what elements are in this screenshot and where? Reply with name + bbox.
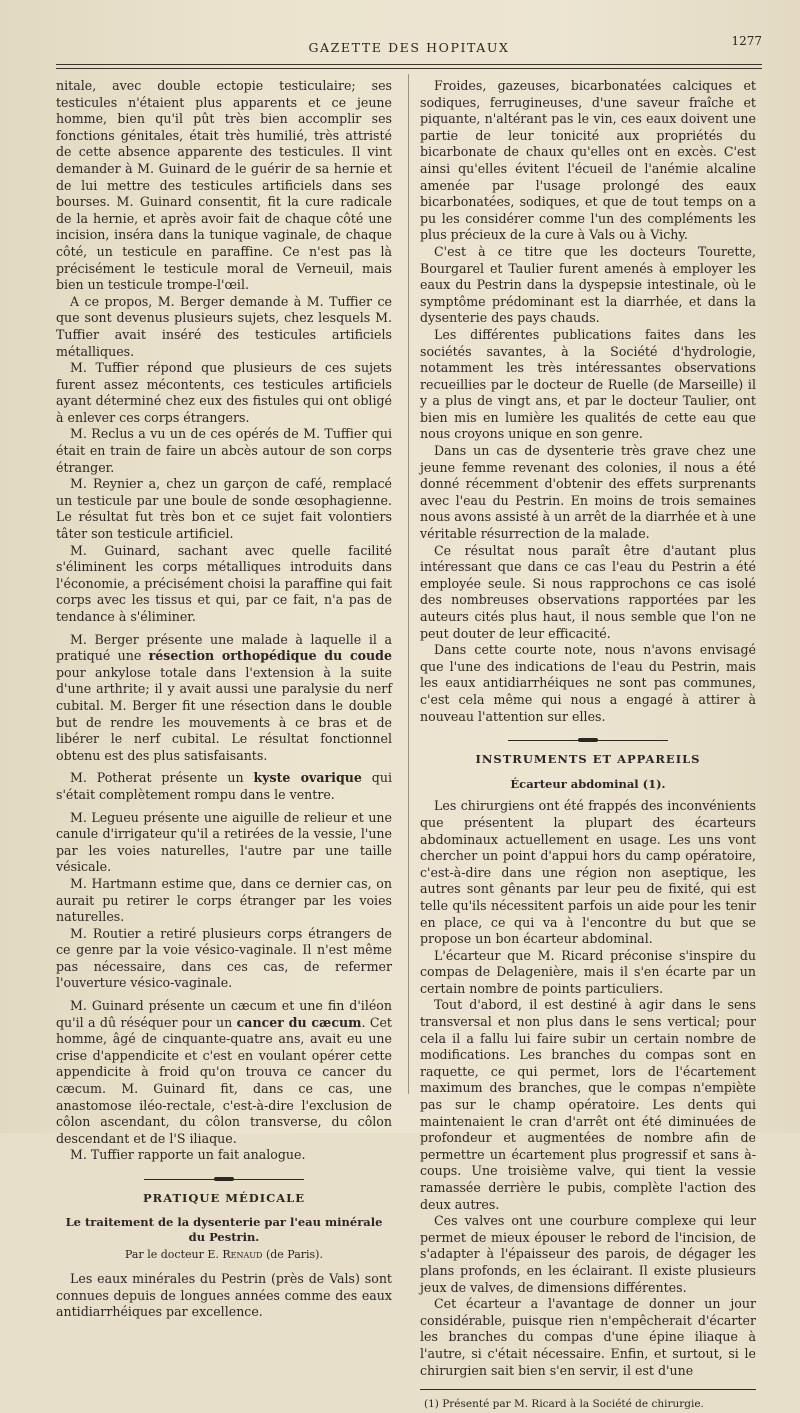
paragraph: Ces valves ont une courbure complexe qui leur permet de mieux épouser le rebord de l'incision, de s'adapter à l'épaisseur des parois, de dégager les plans profonds, en les éclairant. Il existe plusieurs jeux de valves, de dimensions différentes. (420, 1213, 756, 1295)
column-divider (408, 74, 409, 1094)
bold-phrase: cancer du cæcum (236, 1014, 362, 1030)
paragraph: Les différentes publications faites dans les sociétés savantes, à la Société d'hydrologie, notamment les très intéressantes observations recueillies par le docteur de Ruelle (de Marseille) il y a plus de vingt ans, et par le docteur Taulier, ont bien mis en lumière les qualités de cette eau que nous croyons unique en son genre. (420, 326, 756, 442)
footnote-rule (420, 1389, 756, 1390)
paragraph: Dans un cas de dysenterie très grave chez une jeune femme revenant des colonies, il nous a été donné récemment d'obtenir des effets surprenants avec l'eau du Pestrin. En moins de trois semaines nous avons assisté à un arrêt de la diarrhée et à une véritable résurrection de la malade. (420, 443, 756, 542)
journal-title: GAZETTE DES HOPITAUX (308, 40, 510, 55)
paragraph: Tout d'abord, il est destiné à agir dans le sens transversal et non plus dans le sens vertical; pour cela il a fallu lui faire subir un certain nombre de modifications. Les branches du compas sont en raquette, ce qui permet, lors de l'écartement maximum des branches, que le compas n'empiète pas sur le champ opératoire. Les dents qui maintenaient le cran d'arrêt ont été diminuées de profondeur et augmentées de nombre afin de permettre un écartement plus progressif et sans à-coups. Une troisième valve, qui tient la vessie ramassée derrière le pubis, complète l'action des deux autres. (420, 997, 756, 1212)
running-header (56, 34, 762, 62)
paragraph: M. Routier a retiré plusieurs corps étrangers de ce genre par la voie vésico-vaginale. Il n'est même pas nécessaire, dans ces cas, de refermer l'ouverture vésico-vaginale. (56, 925, 392, 991)
left-column (56, 78, 392, 1321)
paragraph: M. Hartmann estime que, dans ce dernier cas, on aurait pu retirer le corps étranger par les voies naturelles. (56, 875, 392, 925)
paragraph: M. Tuffier répond que plusieurs de ces sujets furent assez mécontents, ces testicules artificiels ayant déterminé chez eux des fistules qui ont obligé à enlever ces corps étrangers. (56, 360, 392, 425)
section-separator (508, 735, 668, 745)
paragraph: Dans cette courte note, nous n'avons envisagé que l'une des indications de l'eau du Pestrin, mais les eaux antidiarrhéiques ne sont pas communes, c'est cela même qui nous a engagé à attirer à nouveau l'attention sur elles. (420, 642, 756, 724)
bold-phrase: résection orthopédique du coude (148, 648, 392, 664)
article-title: Le traitement de la dysenterie par l'eau minérale du Pestrin. (65, 1214, 383, 1244)
paragraph: M. Berger présente une malade à laquelle il a pratiqué une résection orthopédique du coude pour ankylose totale dans l'extension à la suite d'une arthrite; il y avait aussi une paralysie du nerf cubital. M. Berger fit une résection dans le double but de rendre les mouvements à ce bras et de libérer le nerf cubital. Le résultat fonctionnel obtenu est des plus satisfaisants. (56, 631, 392, 763)
paragraph: Ce résultat nous paraît être d'autant plus intéressant que dans ce cas l'eau du Pestrin a été employée seule. Si nous rapprochons ce cas isolé des nombreuses observations rapportées par les auteurs cités plus haut, il nous semble que l'on ne peut douter de leur efficacité. (420, 542, 756, 641)
paragraph: Les eaux minérales du Pestrin (près de Vals) sont connues depuis de longues années comme des eaux antidiarrhéiques par excellence. (56, 1271, 392, 1320)
paragraph: Cet écarteur a l'avantage de donner un jour considérable, puisque rien n'empêcherait d'écarter les branches du compas d'une épine iliaque à l'autre, si c'était nécessaire. Enfin, et surtout, si le chirurgien sait bien s'en servir, il est d'une (420, 1296, 756, 1378)
paragraph: M. Reynier a, chez un garçon de café, remplacé un testicule par une boule de sonde œsophagienne. Le résultat fut très bon et ce sujet fait volontiers tâter son testicule artificiel. (56, 476, 392, 542)
paragraph: nitale, avec double ectopie testiculaire; ses testicules n'étaient plus apparents et ce jeune homme, bien qu'il pût très bien accomplir ses fonctions génitales, était très humilié, très attristé de cette absence apparente des testicules. Il vint demander à M. Guinard de le guérir de sa hernie et de lui mettre des testicules artificiels dans ses bourses. M. Guinard consentit, fit la cure radicale de la hernie, et après avoir fait de chaque côté une incision, inséra dans la tunique vaginale, de chaque côté, un testicule en paraffine. Ce n'est pas là précisément le testicule moral de Verneuil, mais bien un testicule trompe-l'œil. (56, 78, 392, 293)
page-number: 1277 (731, 34, 762, 48)
article-title: Écarteur abdominal (1). (510, 776, 666, 791)
paragraph: M. Tuffier rapporte un fait analogue. (70, 1147, 306, 1163)
paragraph: L'écarteur que M. Ricard préconise s'inspire du compas de Delagenière, mais il s'en écarte par un certain nombre de points particuliers. (420, 947, 756, 996)
paragraph: M. Reclus a vu un de ces opérés de M. Tuffier qui était en train de faire un abcès autour de son corps étranger. (56, 426, 392, 475)
author-name: Renaud (222, 1247, 263, 1261)
byline: Par le docteur E. Renaud (de Paris). (125, 1247, 323, 1261)
paragraph: M. Legueu présente une aiguille de relieur et une canule d'irrigateur qu'il a retirées de la vessie, l'une par les voies naturelles, l'autre par une taille vésicale. (56, 809, 392, 875)
paragraph: M. Guinard présente un cæcum et une fin d'iléon qu'il a dû réséquer pour un cancer du cæcum. Cet homme, âgé de cinquante-quatre ans, avait eu une crise d'appendicite et c'est en voulant opérer cette appendicite à froid qu'on trouva ce cancer du cæcum. M. Guinard fit, dans ce cas, une anastomose iléo-rectale, c'est-à-dire l'exclusion de côlon ascendant, du côlon transverse, du côlon descendant et de l'S iliaque. (56, 998, 392, 1146)
right-column (420, 78, 756, 1413)
header-rule-top (56, 64, 762, 65)
paragraph: M. Potherat présente un kyste ovarique qui s'était complètement rompu dans le ventre. (56, 770, 392, 802)
section-title: PRATIQUE MÉDICALE (142, 1191, 306, 1205)
paragraph: Les chirurgiens ont été frappés des inconvénients que présentent la plupart des écarteurs abdominaux actuellement en usage. Les uns vont chercher un point d'appui hors du camp opératoire, c'est-à-dire dans une région non aseptique, les autres sont gênants par leur peu de fixité, qui est telle qu'ils nécessitent parfois un aide pour les tenir en place, ce qui va à l'encontre du but que se propose un bon écarteur abdominal. (420, 798, 756, 947)
footnote: (1) Présenté par M. Ricard à la Société de chirurgie. (424, 1398, 704, 1411)
section-separator (144, 1174, 304, 1184)
paragraph: Froides, gazeuses, bicarbonatées calciques et sodiques, ferrugineuses, d'une saveur fraîche et piquante, n'altérant pas le vin, ces eaux doivent une partie de leur tonicité aux propriétés du bicarbonate de chaux qu'elles ont en excès. C'est ainsi qu'elles évitent l'écueil de l'anémie alcaline amenée par l'usage prolongé des eaux bicarbonatées, sodiques, et que de tout temps on a pu les considérer comme l'un des compléments les plus précieux de la cure à Vals ou à Vichy. (420, 78, 756, 243)
bold-phrase: kyste ovarique (253, 770, 362, 786)
paragraph: C'est à ce titre que les docteurs Tourette, Bourgarel et Taulier furent amenés à employer les eaux du Pestrin dans la dyspepsie intestinale, où le symptôme prédominant est la diarrhée, et dans la dysenterie des pays chauds. (420, 243, 756, 326)
paragraph: A ce propos, M. Berger demande à M. Tuffier ce que sont devenus plusieurs sujets, chez lesquels M. Tuffier avait inséré des testicules artificiels métalliques. (56, 293, 392, 359)
paragraph: M. Guinard, sachant avec quelle facilité s'éliminent les corps métalliques introduits dans l'économie, a précisément choisi la paraffine qui fait corps avec les tissus et qui, par ce fait, n'a pas de tendance à s'éliminer. (56, 542, 392, 624)
section-title: INSTRUMENTS ET APPAREILS (475, 752, 701, 767)
header-rule-bottom (56, 68, 762, 69)
